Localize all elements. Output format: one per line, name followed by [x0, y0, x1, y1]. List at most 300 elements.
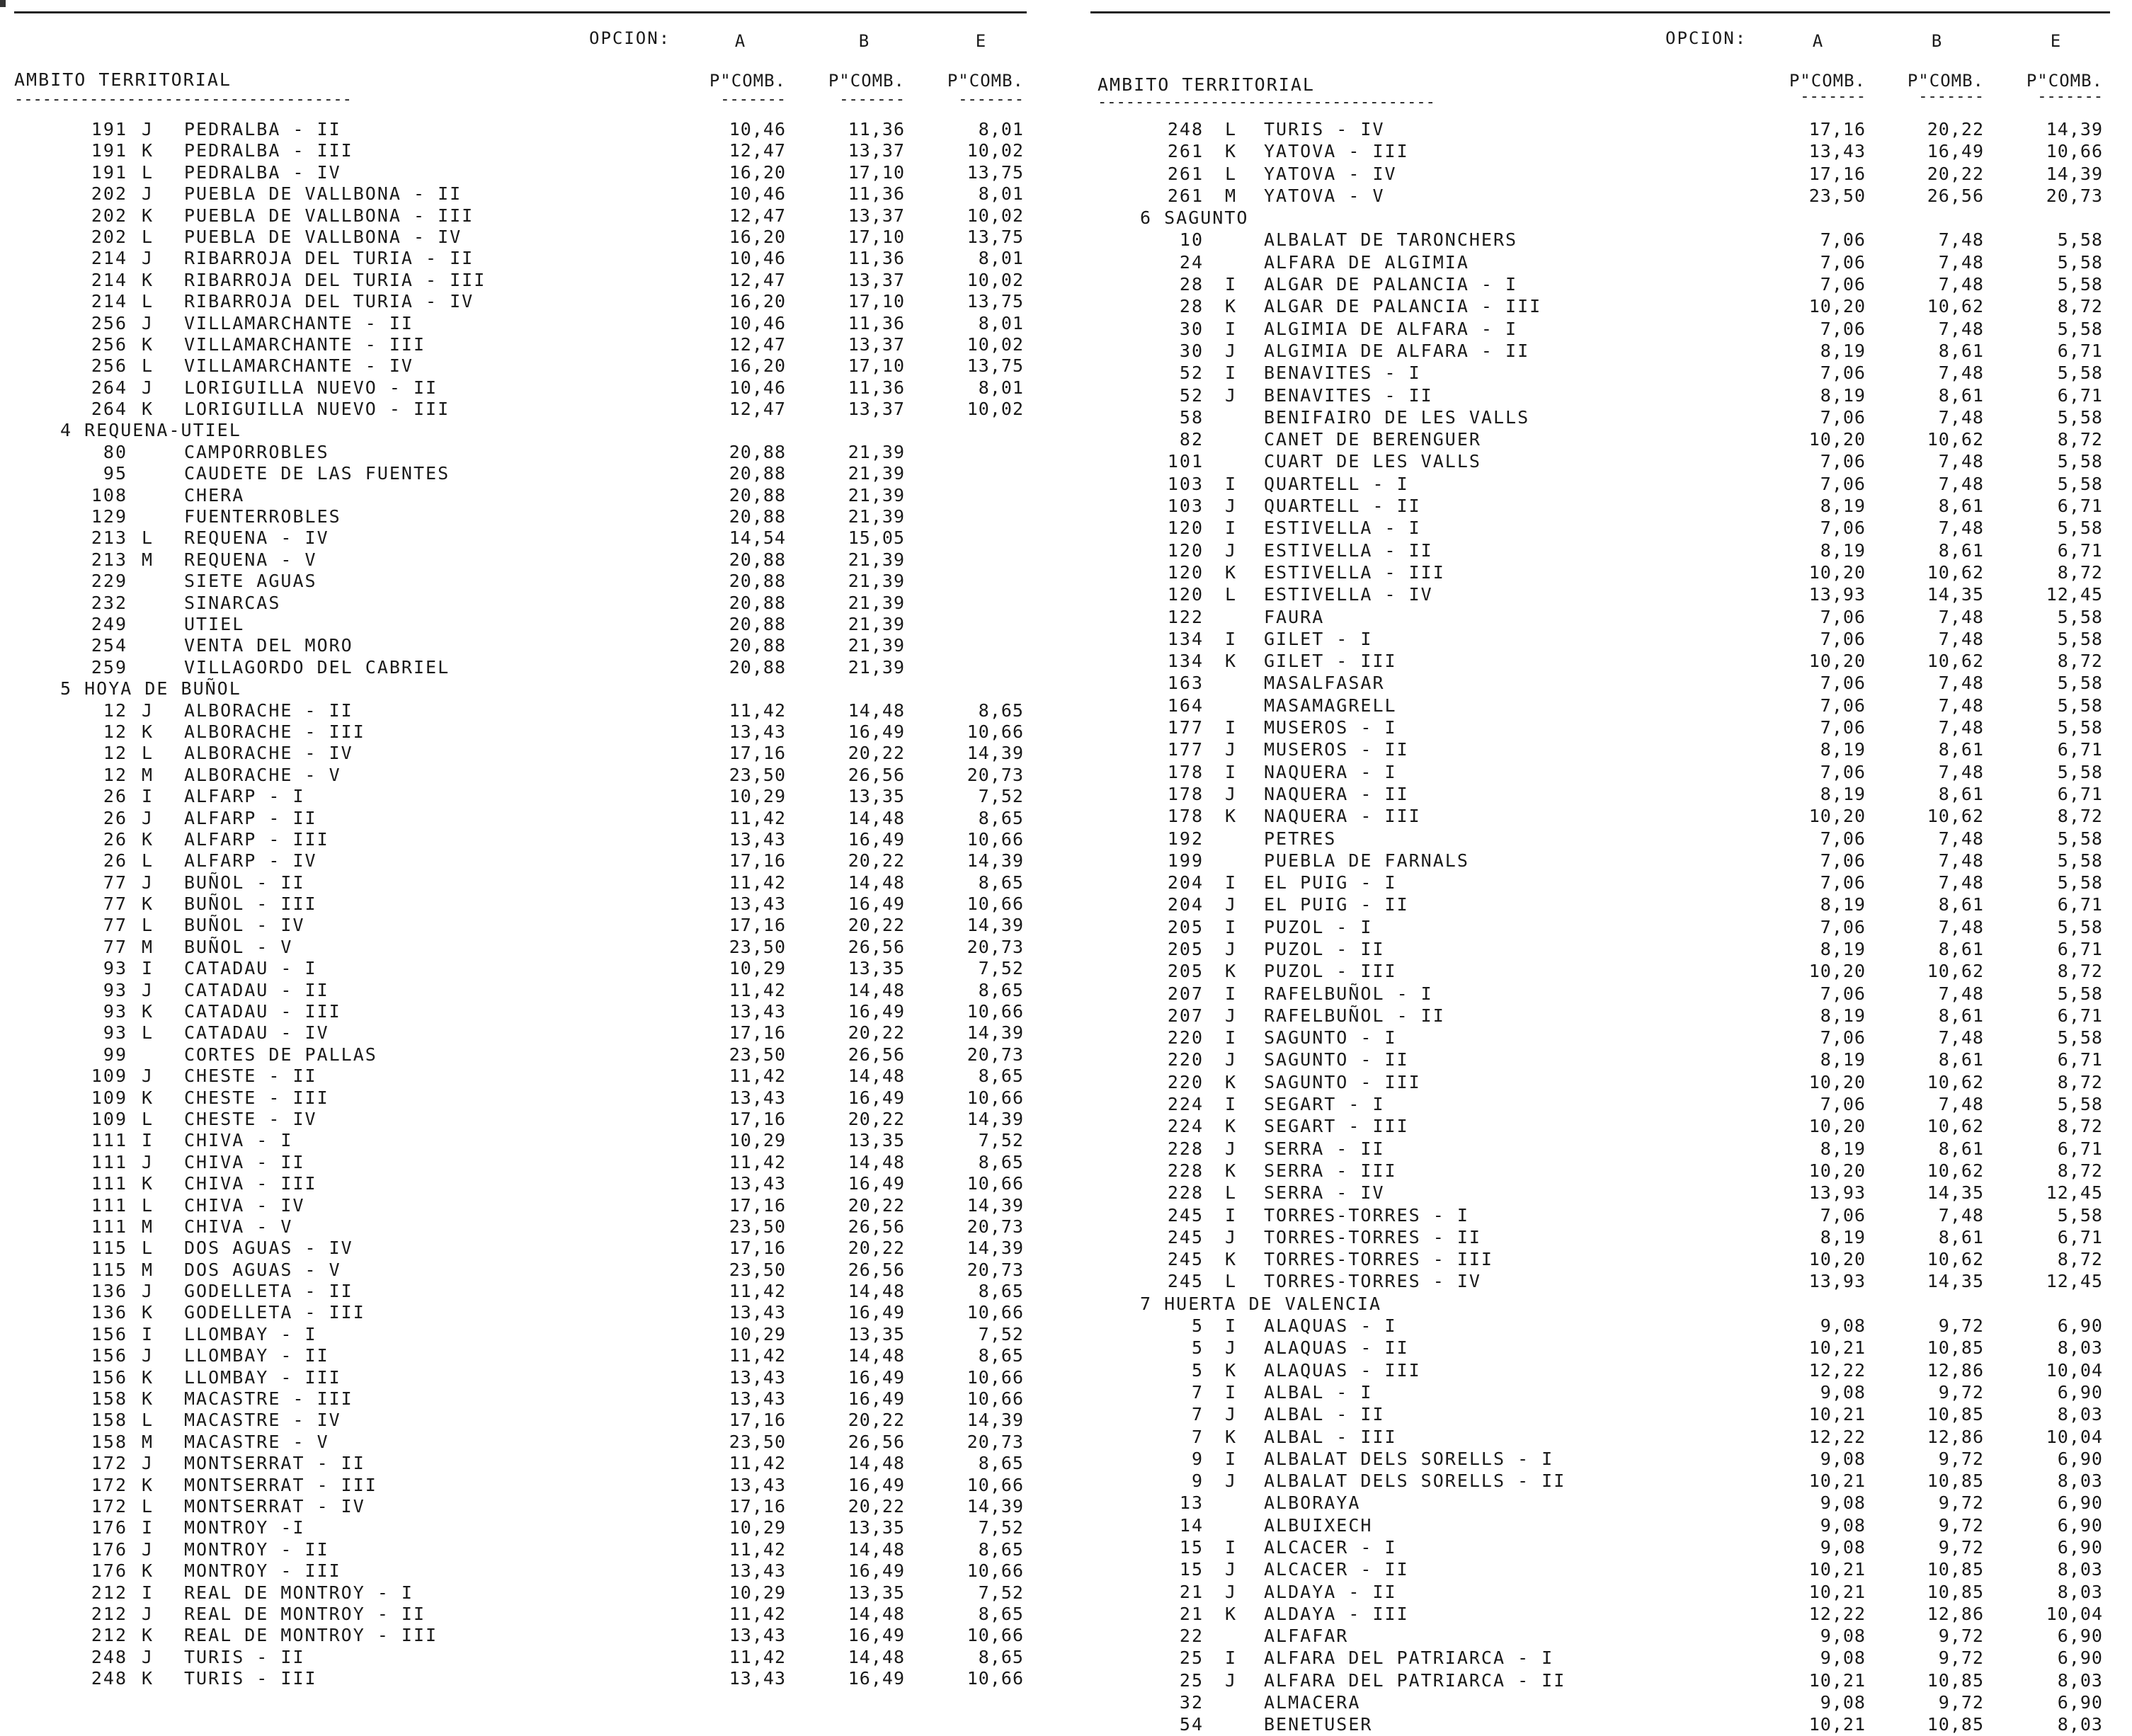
value-option-e: 5,58: [2057, 251, 2103, 273]
municipality-code: 24: [1179, 251, 1204, 273]
top-rule: [14, 11, 1027, 13]
value-option-e: 8,01: [978, 312, 1024, 333]
value-option-b: 12,86: [1927, 1603, 1984, 1624]
zone-letter: K: [1225, 561, 1238, 583]
value-option-a: 10,29: [729, 1323, 786, 1344]
value-option-e: 6,71: [2057, 938, 2103, 959]
ambito-underline: ------------------------------------: [14, 91, 352, 108]
zone-letter: K: [1225, 1426, 1238, 1447]
value-option-b: 17,10: [848, 291, 905, 312]
value-option-b: 21,39: [848, 613, 905, 634]
ambito-territorial-heading: AMBITO TERRITORIAL: [1098, 74, 1315, 95]
value-option-a: 13,43: [1808, 141, 1866, 162]
zone-letter: I: [1225, 318, 1238, 339]
zone-letter: K: [142, 140, 154, 161]
table-row: [14, 1238, 1027, 1259]
zone-letter: I: [1225, 274, 1238, 295]
municipality-name: PEDRALBA - III: [184, 140, 353, 161]
municipality-code: 120: [1167, 561, 1204, 583]
table-row: [1090, 1248, 2110, 1270]
value-option-a: 11,42: [729, 1345, 786, 1366]
municipality-code: 212: [91, 1603, 127, 1624]
zone-letter: I: [1225, 628, 1238, 649]
municipality-name: CAMPORROBLES: [184, 441, 329, 462]
value-option-a: 23,50: [729, 936, 786, 957]
municipality-code: 111: [91, 1194, 127, 1216]
zone-letter: L: [1225, 119, 1238, 139]
value-option-a: 17,16: [729, 1410, 786, 1431]
municipality-name: PUZOL - III: [1264, 961, 1397, 982]
value-option-b: 14,48: [848, 1281, 905, 1302]
municipality-name: PEDRALBA - IV: [184, 161, 341, 183]
value-option-a: 16,20: [729, 161, 786, 183]
value-option-b: 7,48: [1938, 362, 1984, 384]
value-option-b: 16,49: [848, 1087, 905, 1108]
value-option-e: 8,65: [978, 1151, 1024, 1172]
municipality-name: YATOVA - IV: [1264, 163, 1397, 184]
municipality-name: ALBAL - III: [1264, 1426, 1397, 1447]
value-option-a: 10,20: [1808, 1071, 1866, 1092]
table-row: [1090, 1315, 2110, 1337]
zone-letter: K: [142, 399, 154, 420]
table-row: [1090, 140, 2110, 162]
value-option-b: 16,49: [848, 1560, 905, 1582]
table-row: [1090, 1005, 2110, 1027]
value-option-e: 5,58: [2057, 717, 2103, 738]
zone-letter: K: [1225, 296, 1238, 317]
zone-letter: K: [142, 721, 154, 742]
value-option-b: 7,48: [1938, 1094, 1984, 1115]
zone-letter: K: [142, 333, 154, 355]
municipality-code: 103: [1167, 473, 1204, 494]
value-option-b: 13,37: [848, 205, 905, 226]
municipality-name: RIBARROJA DEL TURIA - III: [184, 269, 486, 290]
zone-letter: I: [1225, 1315, 1238, 1337]
table-row: [1090, 273, 2110, 295]
value-option-a: 9,08: [1820, 1492, 1866, 1514]
municipality-code: 12: [103, 764, 127, 785]
municipality-name: TURIS - III: [184, 1668, 317, 1689]
value-option-b: 7,48: [1938, 451, 1984, 472]
municipality-code: 207: [1167, 983, 1204, 1004]
value-option-b: 20,22: [848, 1496, 905, 1517]
table-row: [14, 937, 1027, 958]
value-option-e: 6,90: [2057, 1692, 2103, 1713]
region-label: 7 HUERTA DE VALENCIA: [1140, 1293, 1382, 1314]
value-option-a: 7,06: [1820, 251, 1866, 273]
ambito-underline: ------------------------------------: [1098, 93, 1435, 111]
table-row: [1090, 1160, 2110, 1182]
value-option-b: 14,48: [848, 699, 905, 721]
value-option-a: 11,42: [729, 872, 786, 893]
value-option-e: 6,71: [2057, 340, 2103, 361]
value-option-b: 10,62: [1927, 561, 1984, 583]
col-b-underline: -------: [839, 91, 905, 108]
value-option-b: 8,61: [1938, 496, 1984, 517]
municipality-name: CATADAU - III: [184, 1001, 341, 1022]
value-option-a: 20,88: [729, 592, 786, 613]
zone-letter: K: [142, 1625, 154, 1646]
value-option-a: 13,43: [729, 828, 786, 850]
zone-letter: J: [1225, 1138, 1238, 1159]
table-row: [1090, 1071, 2110, 1093]
value-option-a: 17,16: [1808, 119, 1866, 139]
value-option-e: 7,52: [978, 1130, 1024, 1151]
municipality-name: ALCACER - I: [1264, 1537, 1397, 1558]
table-row: [1090, 1381, 2110, 1403]
municipality-code: 111: [91, 1151, 127, 1172]
municipality-code: 245: [1167, 1249, 1204, 1270]
value-option-e: 8,65: [978, 979, 1024, 1000]
value-option-b: 7,48: [1938, 274, 1984, 295]
value-option-b: 11,36: [848, 119, 905, 139]
value-option-a: 8,19: [1820, 894, 1866, 915]
municipality-name: ALFARA DE ALGIMIA: [1264, 251, 1469, 273]
value-option-e: 5,58: [2057, 518, 2103, 539]
zone-letter: J: [1225, 938, 1238, 959]
municipality-name: RAFELBUÑOL - I: [1264, 983, 1433, 1004]
municipality-name: CHIVA - I: [184, 1130, 293, 1151]
municipality-name: ESTIVELLA - II: [1264, 539, 1433, 561]
municipality-name: ALAQUAS - III: [1264, 1359, 1421, 1381]
table-row: [1090, 606, 2110, 628]
table-row: [14, 1345, 1027, 1366]
value-option-a: 20,88: [729, 506, 786, 527]
value-option-b: 16,49: [848, 1668, 905, 1689]
municipality-code: 12: [103, 699, 127, 721]
value-option-a: 13,93: [1808, 1182, 1866, 1204]
table-row: [1090, 1470, 2110, 1492]
value-option-e: 8,65: [978, 1345, 1024, 1366]
zone-letter: K: [142, 1087, 154, 1108]
municipality-code: 7: [1191, 1404, 1204, 1425]
zone-letter: I: [1225, 1381, 1238, 1403]
zone-letter: J: [1225, 739, 1238, 760]
value-option-b: 7,48: [1938, 1027, 1984, 1049]
value-option-a: 7,06: [1820, 850, 1866, 871]
table-row: [14, 1668, 1027, 1689]
col-b-header: P"COMB.: [828, 71, 905, 91]
table-row: [1090, 983, 2110, 1005]
municipality-code: 109: [91, 1087, 127, 1108]
value-option-e: 10,66: [967, 1668, 1024, 1689]
value-option-e: 5,58: [2057, 695, 2103, 716]
municipality-name: MONTROY - II: [184, 1538, 329, 1560]
municipality-name: ALFARA DEL PATRIARCA - I: [1264, 1648, 1554, 1669]
value-option-b: 11,36: [848, 377, 905, 398]
value-option-a: 8,19: [1820, 384, 1866, 406]
value-option-b: 11,36: [848, 183, 905, 205]
value-option-a: 11,42: [729, 1646, 786, 1667]
value-option-a: 8,19: [1820, 340, 1866, 361]
right-table-body: [1090, 118, 2110, 1736]
municipality-code: 212: [91, 1582, 127, 1603]
municipality-name: DOS AGUAS - IV: [184, 1238, 353, 1259]
table-row: [14, 377, 1027, 399]
value-option-a: 11,42: [729, 1453, 786, 1474]
value-option-b: 7,48: [1938, 318, 1984, 339]
zone-letter: J: [142, 979, 154, 1000]
value-option-b: 7,48: [1938, 850, 1984, 871]
municipality-code: 163: [1167, 673, 1204, 694]
table-row: [1090, 384, 2110, 406]
municipality-code: 245: [1167, 1226, 1204, 1247]
municipality-code: 134: [1167, 651, 1204, 672]
zone-letter: K: [1225, 1249, 1238, 1270]
value-option-e: 6,90: [2057, 1381, 2103, 1403]
table-row: [14, 614, 1027, 635]
municipality-name: MONTSERRAT - IV: [184, 1496, 365, 1517]
value-option-e: 8,72: [2057, 1116, 2103, 1137]
value-option-a: 23,50: [1808, 185, 1866, 206]
region-header: [1090, 207, 2110, 229]
value-option-b: 9,72: [1938, 1692, 1984, 1713]
municipality-code: 28: [1179, 274, 1204, 295]
value-option-e: 6,90: [2057, 1626, 2103, 1647]
value-option-b: 21,39: [848, 549, 905, 570]
value-option-b: 13,37: [848, 333, 905, 355]
value-option-e: 8,01: [978, 248, 1024, 269]
table-row: [14, 743, 1027, 764]
table-row: [14, 571, 1027, 592]
table-row: [14, 227, 1027, 248]
value-option-a: 8,19: [1820, 1226, 1866, 1247]
value-option-b: 20,22: [848, 1194, 905, 1216]
municipality-code: 26: [103, 807, 127, 828]
zone-letter: L: [142, 1194, 154, 1216]
value-option-a: 20,88: [729, 635, 786, 656]
value-option-e: 8,01: [978, 183, 1024, 205]
municipality-code: 103: [1167, 496, 1204, 517]
value-option-b: 13,35: [848, 958, 905, 979]
value-option-e: 20,73: [967, 1044, 1024, 1065]
value-option-e: 6,71: [2057, 1049, 2103, 1070]
municipality-code: 115: [91, 1259, 127, 1280]
value-option-e: 13,75: [967, 355, 1024, 377]
value-option-e: 5,58: [2057, 983, 2103, 1004]
table-row: [14, 1625, 1027, 1646]
municipality-code: 156: [91, 1323, 127, 1344]
value-option-e: 8,72: [2057, 561, 2103, 583]
table-row: [1090, 340, 2110, 362]
value-option-e: 5,58: [2057, 362, 2103, 384]
municipality-name: LORIGUILLA NUEVO - II: [184, 377, 438, 398]
zone-letter: I: [1225, 1537, 1238, 1558]
municipality-name: NAQUERA - I: [1264, 761, 1397, 782]
municipality-code: 9: [1191, 1471, 1204, 1492]
municipality-code: 205: [1167, 938, 1204, 959]
table-row: [14, 872, 1027, 893]
municipality-code: 111: [91, 1130, 127, 1151]
table-row: [1090, 1669, 2110, 1691]
municipality-code: 158: [91, 1410, 127, 1431]
value-option-a: 9,08: [1820, 1381, 1866, 1403]
table-row: [14, 1432, 1027, 1453]
value-option-b: 14,48: [848, 1603, 905, 1624]
value-option-b: 21,39: [848, 571, 905, 592]
value-option-b: 13,35: [848, 1517, 905, 1538]
table-row: [1090, 539, 2110, 561]
zone-letter: L: [142, 527, 154, 549]
municipality-code: 26: [103, 850, 127, 872]
zone-letter: L: [1225, 584, 1238, 605]
value-option-a: 10,20: [1808, 961, 1866, 982]
municipality-code: 26: [103, 828, 127, 850]
zone-letter: K: [1225, 806, 1238, 827]
value-option-a: 7,06: [1820, 1204, 1866, 1226]
table-row: [1090, 1625, 2110, 1647]
municipality-name: CATADAU - II: [184, 979, 329, 1000]
option-a-label: A: [734, 31, 746, 51]
value-option-a: 13,43: [729, 1366, 786, 1388]
value-option-e: 10,04: [2046, 1426, 2103, 1447]
zone-letter: K: [142, 205, 154, 226]
table-row: [14, 291, 1027, 312]
municipality-name: RIBARROJA DEL TURIA - IV: [184, 291, 474, 312]
value-option-e: 6,71: [2057, 739, 2103, 760]
table-row: [14, 1152, 1027, 1173]
value-option-b: 20,22: [1927, 163, 1984, 184]
municipality-code: 245: [1167, 1204, 1204, 1226]
value-option-e: 5,58: [2057, 1204, 2103, 1226]
municipality-code: 77: [103, 872, 127, 893]
municipality-name: RIBARROJA DEL TURIA - II: [184, 248, 474, 269]
zone-letter: J: [1225, 1337, 1238, 1359]
municipality-code: 176: [91, 1538, 127, 1560]
value-option-a: 11,42: [729, 979, 786, 1000]
table-row: [1090, 783, 2110, 805]
value-option-a: 10,21: [1808, 1559, 1866, 1580]
value-option-e: 5,58: [2057, 274, 2103, 295]
zone-letter: K: [1225, 1160, 1238, 1181]
value-option-e: 8,01: [978, 377, 1024, 398]
value-option-e: 10,66: [967, 828, 1024, 850]
value-option-e: 20,73: [967, 764, 1024, 785]
value-option-b: 17,10: [848, 355, 905, 377]
value-option-e: 7,52: [978, 1517, 1024, 1538]
municipality-code: 95: [103, 463, 127, 484]
value-option-b: 13,35: [848, 1582, 905, 1603]
municipality-code: 21: [1179, 1581, 1204, 1602]
value-option-a: 7,06: [1820, 828, 1866, 849]
value-option-b: 13,35: [848, 786, 905, 807]
value-option-b: 7,48: [1938, 761, 1984, 782]
value-option-e: 8,65: [978, 699, 1024, 721]
value-option-e: 6,71: [2057, 496, 2103, 517]
value-option-a: 13,43: [729, 1625, 786, 1646]
municipality-name: CHIVA - II: [184, 1151, 305, 1172]
value-option-e: 10,66: [967, 1388, 1024, 1410]
value-option-e: 14,39: [967, 1238, 1024, 1259]
value-option-e: 5,58: [2057, 850, 2103, 871]
value-option-e: 6,71: [2057, 539, 2103, 561]
value-option-b: 8,61: [1938, 938, 1984, 959]
municipality-code: 93: [103, 979, 127, 1000]
value-option-a: 7,06: [1820, 318, 1866, 339]
value-option-e: 20,73: [2046, 185, 2103, 206]
value-option-e: 8,72: [2057, 1249, 2103, 1270]
value-option-e: 6,71: [2057, 783, 2103, 804]
municipality-code: 248: [91, 1668, 127, 1689]
municipality-code: 228: [1167, 1160, 1204, 1181]
municipality-code: 22: [1179, 1626, 1204, 1647]
municipality-code: 261: [1167, 163, 1204, 184]
municipality-code: 120: [1167, 539, 1204, 561]
municipality-code: 13: [1179, 1492, 1204, 1514]
municipality-code: 93: [103, 1001, 127, 1022]
value-option-e: 8,65: [978, 1281, 1024, 1302]
value-option-e: 8,03: [2057, 1714, 2103, 1735]
table-row: [1090, 473, 2110, 495]
zone-letter: L: [142, 915, 154, 936]
municipality-name: RAFELBUÑOL - II: [1264, 1005, 1445, 1026]
municipality-name: ALAQUAS - II: [1264, 1337, 1409, 1359]
municipality-code: 220: [1167, 1049, 1204, 1070]
table-row: [1090, 672, 2110, 694]
value-option-b: 21,39: [848, 656, 905, 678]
zone-letter: I: [1225, 1094, 1238, 1115]
municipality-name: BENIFAIRO DE LES VALLS: [1264, 406, 1530, 428]
value-option-b: 9,72: [1938, 1514, 1984, 1536]
value-option-e: 10,04: [2046, 1603, 2103, 1624]
value-option-b: 20,22: [848, 1238, 905, 1259]
municipality-code: 15: [1179, 1559, 1204, 1580]
value-option-e: 14,39: [967, 1108, 1024, 1129]
table-row: [1090, 229, 2110, 251]
zone-letter: J: [1225, 539, 1238, 561]
municipality-code: 192: [1167, 828, 1204, 849]
municipality-code: 109: [91, 1066, 127, 1087]
table-row: [1090, 1226, 2110, 1248]
value-option-e: 5,58: [2057, 473, 2103, 494]
zone-letter: J: [1225, 1471, 1238, 1492]
value-option-e: 10,66: [967, 1087, 1024, 1108]
table-row: [14, 140, 1027, 161]
municipality-name: ALBALAT DELS SORELLS - II: [1264, 1471, 1566, 1492]
table-row: [1090, 318, 2110, 340]
table-row: [14, 1604, 1027, 1625]
value-option-a: 8,19: [1820, 539, 1866, 561]
table-row: [14, 248, 1027, 269]
zone-letter: L: [142, 850, 154, 872]
municipality-name: NAQUERA - III: [1264, 806, 1421, 827]
value-option-a: 17,16: [729, 915, 786, 936]
municipality-name: TURIS - II: [184, 1646, 305, 1667]
zone-letter: K: [1225, 1116, 1238, 1137]
municipality-name: ALAQUAS - I: [1264, 1315, 1397, 1337]
zone-letter: K: [142, 828, 154, 850]
value-option-e: 6,90: [2057, 1514, 2103, 1536]
municipality-code: 80: [103, 441, 127, 462]
value-option-e: 14,39: [967, 1194, 1024, 1216]
municipality-code: 214: [91, 269, 127, 290]
value-option-b: 26,56: [848, 1431, 905, 1452]
col-e-underline: -------: [958, 91, 1024, 108]
value-option-e: 10,66: [967, 893, 1024, 915]
value-option-a: 17,16: [729, 1108, 786, 1129]
table-row: [14, 1173, 1027, 1194]
zone-letter: K: [1225, 1603, 1238, 1624]
municipality-name: ALBAL - I: [1264, 1381, 1373, 1403]
value-option-b: 20,22: [848, 1410, 905, 1431]
table-row: [14, 1367, 1027, 1388]
value-option-a: 7,06: [1820, 518, 1866, 539]
value-option-e: 5,58: [2057, 628, 2103, 649]
value-option-a: 10,20: [1808, 429, 1866, 450]
value-option-e: 5,58: [2057, 761, 2103, 782]
value-option-e: 10,66: [967, 1366, 1024, 1388]
value-option-e: 8,01: [978, 119, 1024, 139]
